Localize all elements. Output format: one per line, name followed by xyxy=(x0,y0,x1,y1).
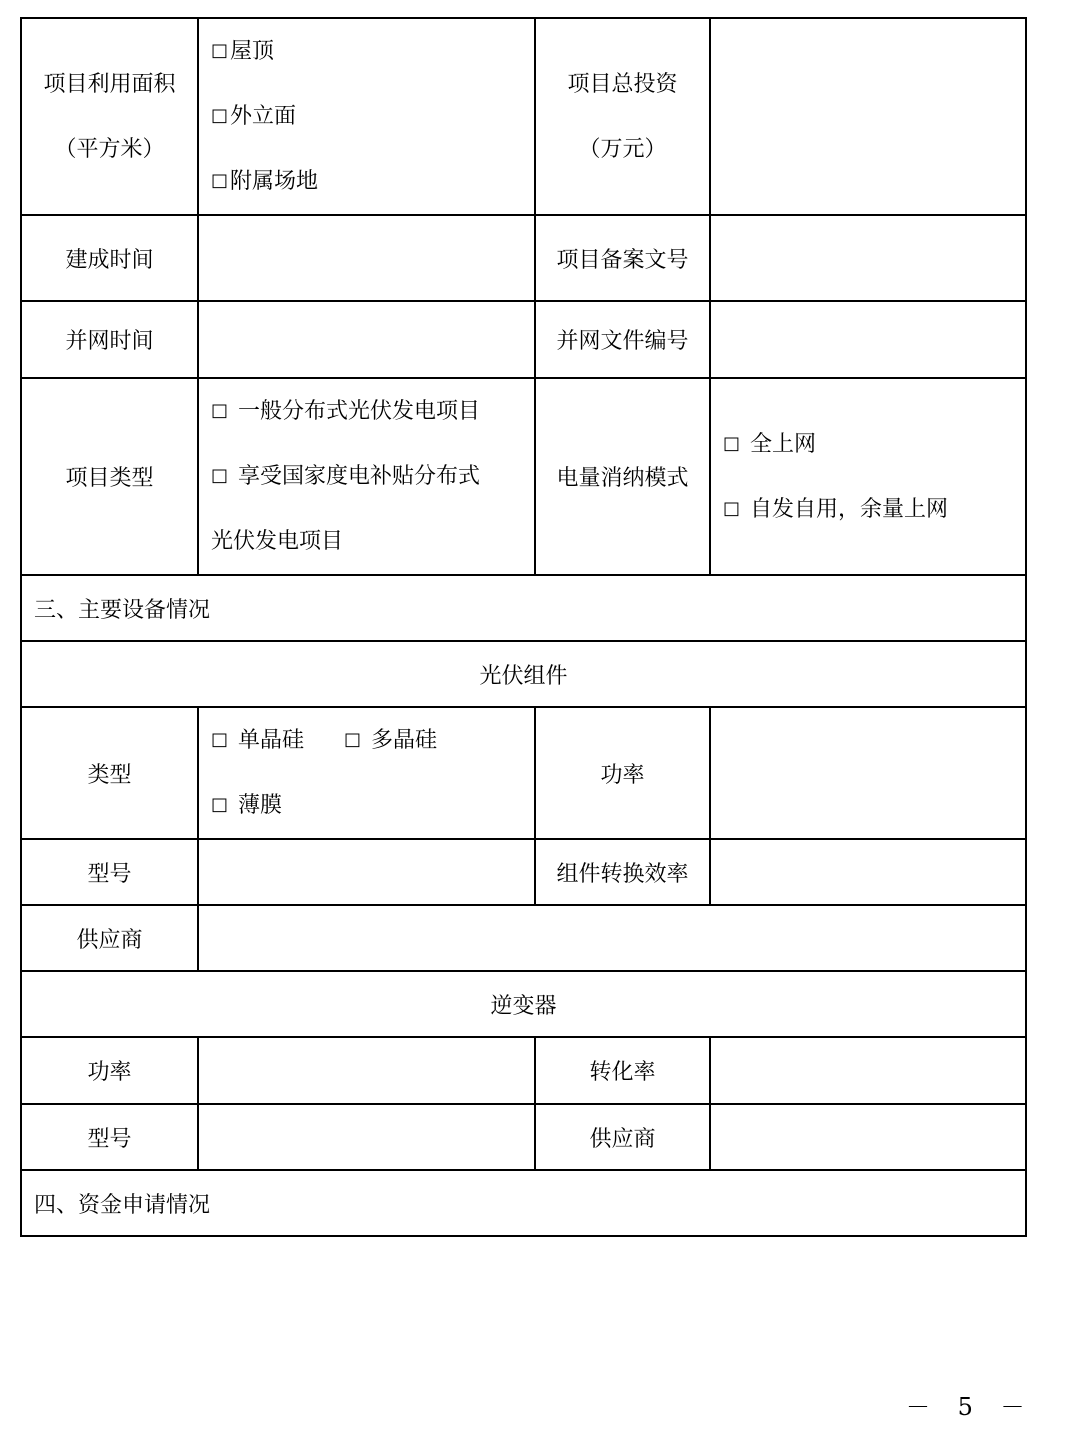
inverter-power-value[interactable] xyxy=(198,1037,535,1104)
module-power-label: 功率 xyxy=(535,707,710,839)
grid-doc-number-label: 并网文件编号 xyxy=(535,301,710,378)
checkbox-icon[interactable]: □ xyxy=(723,497,741,519)
conversion-efficiency-value[interactable] xyxy=(710,839,1026,905)
row-section4 xyxy=(21,1170,1026,1236)
section3-title: 三、主要设备情况 xyxy=(21,575,1026,641)
option-monocrystalline[interactable]: □ 单晶硅 xyxy=(211,728,305,753)
option-facade[interactable]: □外立面 xyxy=(211,104,297,129)
consumption-mode-label: 电量消纳模式 xyxy=(535,378,710,575)
module-model-label: 型号 xyxy=(21,839,198,905)
option-self-use-surplus-grid[interactable]: □ 自发自用，余量上网 xyxy=(723,496,949,522)
checkbox-icon[interactable]: □ xyxy=(211,105,229,126)
project-type-label: 项目类型 xyxy=(21,378,198,575)
inverter-power-label: 功率 xyxy=(21,1037,198,1104)
project-type-options-cell xyxy=(198,378,535,575)
investment-label: 项目总投资 xyxy=(567,71,678,97)
filing-number-label: 项目备案文号 xyxy=(535,215,710,301)
module-model-value[interactable] xyxy=(198,839,535,905)
row-grid-connection xyxy=(21,301,1026,378)
inverter-supplier-label: 供应商 xyxy=(535,1104,710,1170)
inverter-model-value[interactable] xyxy=(198,1104,535,1170)
page-number: － 5 － xyxy=(906,1393,1035,1421)
section4-title: 四、资金申请情况 xyxy=(21,1170,1026,1236)
conversion-efficiency-label: 组件转换效率 xyxy=(535,839,710,905)
investment-value-cell[interactable] xyxy=(710,18,1026,215)
checkbox-icon[interactable]: □ xyxy=(211,729,229,750)
inverter-rate-value[interactable] xyxy=(710,1037,1026,1104)
investment-label-cell xyxy=(535,18,710,215)
module-type-options-cell xyxy=(198,707,535,839)
option-roof[interactable]: □屋顶 xyxy=(211,39,275,64)
investment-unit-label: （万元） xyxy=(578,136,667,162)
filing-number-value[interactable] xyxy=(710,215,1026,301)
checkbox-icon[interactable]: □ xyxy=(723,432,741,454)
row-area-investment xyxy=(21,18,1026,215)
checkbox-icon[interactable]: □ xyxy=(211,400,229,421)
module-supplier-value[interactable] xyxy=(198,905,1026,971)
area-unit-label: （平方米） xyxy=(54,136,165,162)
option-ancillary-site[interactable]: □附属场地 xyxy=(211,169,319,194)
row-inverter-power xyxy=(21,1037,1026,1104)
row-inverter-header xyxy=(21,971,1026,1037)
consumption-options-cell xyxy=(710,378,1026,575)
checkbox-icon[interactable]: □ xyxy=(211,794,229,815)
row-project-type xyxy=(21,378,1026,575)
inverter-model-label: 型号 xyxy=(21,1104,198,1170)
checkbox-icon[interactable]: □ xyxy=(344,729,362,750)
option-subsidized-distributed[interactable]: □ 享受国家度电补贴分布式 xyxy=(211,464,481,489)
checkbox-icon[interactable]: □ xyxy=(211,40,229,61)
application-form-table xyxy=(20,17,1025,1232)
row-section3 xyxy=(21,575,1026,641)
pv-module-header: 光伏组件 xyxy=(21,641,1026,707)
row-completion xyxy=(21,215,1026,301)
inverter-header: 逆变器 xyxy=(21,971,1026,1037)
row-inverter-model xyxy=(21,1104,1026,1170)
area-label-cell xyxy=(21,18,198,215)
inverter-rate-label: 转化率 xyxy=(535,1037,710,1104)
area-options-cell xyxy=(198,18,535,215)
checkbox-icon[interactable]: □ xyxy=(211,465,229,486)
completion-time-label: 建成时间 xyxy=(21,215,198,301)
option-general-distributed[interactable]: □ 一般分布式光伏发电项目 xyxy=(211,399,481,424)
row-module-type xyxy=(21,707,1026,839)
option-polycrystalline[interactable]: □ 多晶硅 xyxy=(344,728,438,753)
row-module-model xyxy=(21,839,1026,905)
row-pv-module-header xyxy=(21,641,1026,707)
option-subsidized-continuation: 光伏发电项目 xyxy=(211,529,344,554)
option-thin-film[interactable]: □ 薄膜 xyxy=(211,793,283,818)
inverter-supplier-value[interactable] xyxy=(710,1104,1026,1170)
module-supplier-label: 供应商 xyxy=(21,905,198,971)
completion-time-value[interactable] xyxy=(198,215,535,301)
grid-time-value[interactable] xyxy=(198,301,535,378)
checkbox-icon[interactable]: □ xyxy=(211,170,229,191)
row-module-supplier xyxy=(21,905,1026,971)
area-label: 项目利用面积 xyxy=(43,71,176,97)
module-power-value[interactable] xyxy=(710,707,1026,839)
module-type-label: 类型 xyxy=(21,707,198,839)
option-full-grid[interactable]: □ 全上网 xyxy=(723,431,817,457)
grid-doc-number-value[interactable] xyxy=(710,301,1026,378)
grid-time-label: 并网时间 xyxy=(21,301,198,378)
